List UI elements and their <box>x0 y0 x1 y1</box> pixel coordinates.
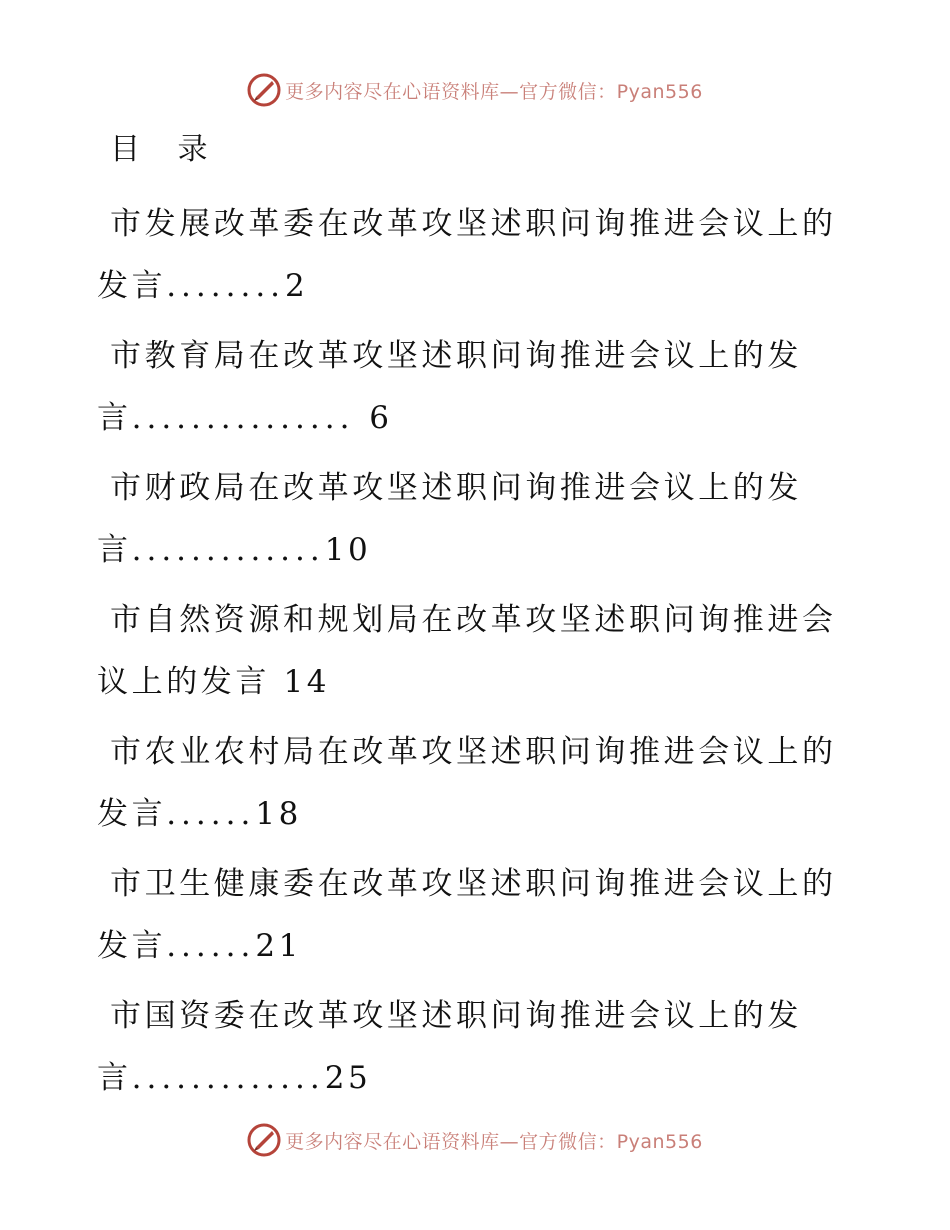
toc-entry-continuation: 发言......18 <box>97 796 302 832</box>
toc-page-number: 2 <box>285 268 309 304</box>
toc-entry-continuation: 发言......21 <box>97 928 302 964</box>
toc-page-number: 10 <box>324 532 372 568</box>
toc-page-number: 14 <box>283 664 331 700</box>
toc-entry-title: 市国资委在改革攻坚述职问询推进会议上的发 <box>110 998 802 1034</box>
toc-entry-continuation: 发言........2 <box>97 268 309 304</box>
toc-entry-title: 市农业农村局在改革攻坚述职问询推进会议上的 <box>110 734 837 770</box>
toc-entry-title: 市发展改革委在改革攻坚述职问询推进会议上的 <box>110 206 837 242</box>
toc-entry-title: 市教育局在改革攻坚述职问询推进会议上的发 <box>110 338 802 374</box>
toc-entry-title: 市自然资源和规划局在改革攻坚述职问询推进会 <box>110 602 837 638</box>
toc-page-number: 6 <box>369 400 393 436</box>
watermark-text: 更多内容尽在心语资料库—官方微信：Pyan556 <box>285 80 703 103</box>
quill-logo-icon <box>247 1123 281 1157</box>
toc-page-number: 25 <box>324 1060 372 1096</box>
toc-entry-continuation: 议上的发言 14 <box>97 664 331 700</box>
toc-title: 目 录 <box>110 132 222 167</box>
toc-page-number: 18 <box>255 796 302 832</box>
toc-entry-title: 市卫生健康委在改革攻坚述职问询推进会议上的 <box>110 866 837 902</box>
watermark-footer <box>0 1120 950 1160</box>
toc-entry-continuation: 言.............10 <box>97 532 372 568</box>
watermark-text: 更多内容尽在心语资料库—官方微信：Pyan556 <box>285 1130 703 1153</box>
toc-page-number: 21 <box>255 928 302 964</box>
toc-entry-continuation: 言.............25 <box>97 1060 372 1096</box>
toc-entry-continuation: 言............... 6 <box>97 400 393 436</box>
toc-entry-title: 市财政局在改革攻坚述职问询推进会议上的发 <box>110 470 802 506</box>
